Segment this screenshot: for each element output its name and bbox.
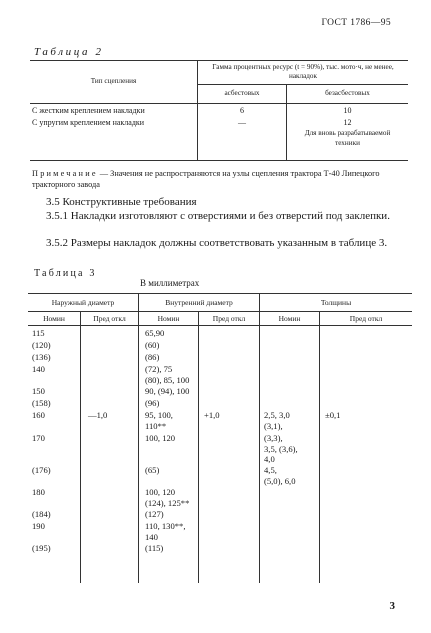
table3-cell-od: 190 — [32, 521, 45, 531]
table3-cell-thickness: 2,5, 3,0 (3,1), — [264, 410, 290, 431]
table2-head-rule — [30, 103, 408, 104]
table3-cell-thickness-tol: ±0,1 — [325, 410, 341, 420]
table3-cell-od: 180 — [32, 487, 45, 497]
table3-sub-od-tol: Пред откл — [93, 314, 126, 323]
table3-cell-od: (176) — [32, 465, 51, 475]
table3-group-inner: Внутренний диаметр — [165, 298, 233, 307]
table3-units: В миллиметрах — [140, 278, 200, 288]
table3-cell-od: (195) — [32, 543, 51, 553]
table2-col-gamma: Гамма процентных ресурс (t = 90%), тыс. мото·ч, не менее, накладок — [212, 63, 394, 80]
table3-cell-od: 115 — [32, 328, 45, 338]
table3-cell-id: 100, 120 — [145, 433, 176, 443]
page-number: 3 — [389, 600, 395, 612]
table2-caption: Таблица 2 — [34, 46, 104, 58]
table2-row1-asb: 6 — [240, 106, 244, 115]
table3-sub-id-nom: Номин — [157, 314, 180, 323]
table3-cell-od: 160 — [32, 410, 45, 420]
table3-cell-od: 140 — [32, 364, 45, 374]
table2-subhead-rule — [198, 84, 408, 85]
note-text: — Значения не распространяются на узлы сцепления трактора Т-40 Липецкого тракторного завода — [32, 169, 380, 189]
table3-cell-id: (96) — [145, 398, 160, 408]
table3-cell-id: (86) — [145, 352, 160, 362]
section-3-5: 3.5 Конструктивные требования — [46, 196, 197, 208]
table3-cell-id: (60) — [145, 340, 160, 350]
table2-note — [32, 169, 402, 190]
table3-group-thickness: Толщины — [320, 298, 352, 307]
table2-bottom-rule — [30, 160, 408, 161]
table3-cell-od: 150 — [32, 386, 45, 396]
table3-sub-id-tol: Пред откл — [212, 314, 246, 323]
table2-row2-type: С упругим креплением накладки — [32, 118, 145, 127]
section-3-5-2: 3.5.2 Размеры накладок должны соответствовать указанным в таблице 3. — [46, 237, 388, 249]
table3-head-rule — [28, 325, 412, 326]
table2-col-asb: асбестовых — [224, 89, 260, 97]
table3-group-rule — [28, 311, 412, 312]
note-label: Примечание — [32, 169, 98, 178]
table3-cell-od: 170 — [32, 433, 45, 443]
table3-cell-od: (184) — [32, 509, 51, 519]
table3-cell-id: 95, 100, 110** — [145, 410, 173, 431]
table3-cell-id: (65) — [145, 465, 160, 475]
table3-vline-e — [319, 311, 320, 583]
table3-vline-c — [80, 311, 81, 583]
table2-row2-note: Для вновь разрабатываемой техники — [304, 129, 391, 147]
table3-cell-od-tol: —1,0 — [88, 410, 108, 420]
table3-cell-id: (127) — [145, 509, 164, 519]
table3-vline-d — [198, 311, 199, 583]
table3-cell-od: (158) — [32, 398, 51, 408]
table3-cell-id: 100, 120 (124), 125** — [145, 487, 190, 508]
table3-cell-id: 110, 130**, 140 — [145, 521, 186, 542]
table3-top-rule — [28, 293, 412, 294]
table2-col-type: Тип сцепления — [90, 77, 137, 85]
table3-sub-od-nom: Номин — [43, 314, 65, 323]
table2-top-rule — [30, 60, 408, 61]
table3-cell-od: (136) — [32, 352, 51, 362]
table2-row1-nonasb: 10 — [343, 106, 352, 115]
table3-vline-a — [138, 293, 139, 583]
table3-cell-id: (72), 75 (80), 85, 100 — [145, 364, 190, 385]
table3-sub-t-tol: Пред откл — [349, 314, 383, 323]
table2-row1-type: С жестким креплением накладки — [32, 106, 145, 115]
section-3-5-1: 3.5.1 Накладки изготовляют с отверстиями и без отверстий под заклепки. — [46, 210, 390, 222]
table3-cell-od: (120) — [32, 340, 51, 350]
table2-row2-nonasb: 12 — [343, 118, 352, 127]
table3-sub-t-nom: Номин — [278, 314, 301, 323]
table2-row2-asb: — — [238, 118, 246, 127]
standard-number: ГОСТ 1786—95 — [321, 18, 391, 28]
table3-cell-thickness: 4,5, (5,0), 6,0 — [264, 465, 296, 486]
table3-vline-b — [259, 293, 260, 583]
table3-cell-thickness: (3,3), 3,5, (3,6), 4,0 — [264, 433, 298, 464]
table2-col-nonasb: безасбестовых — [325, 89, 370, 97]
table3-cell-id: 90, (94), 100 — [145, 386, 190, 396]
table3-cell-id-tol: +1,0 — [204, 410, 220, 420]
table3-cell-id: 65,90 — [145, 328, 165, 338]
table3-caption: Таблица 3 — [34, 268, 97, 279]
table3-group-outer: Наружный диаметр — [51, 298, 115, 307]
table3-cell-id: (115) — [145, 543, 164, 553]
